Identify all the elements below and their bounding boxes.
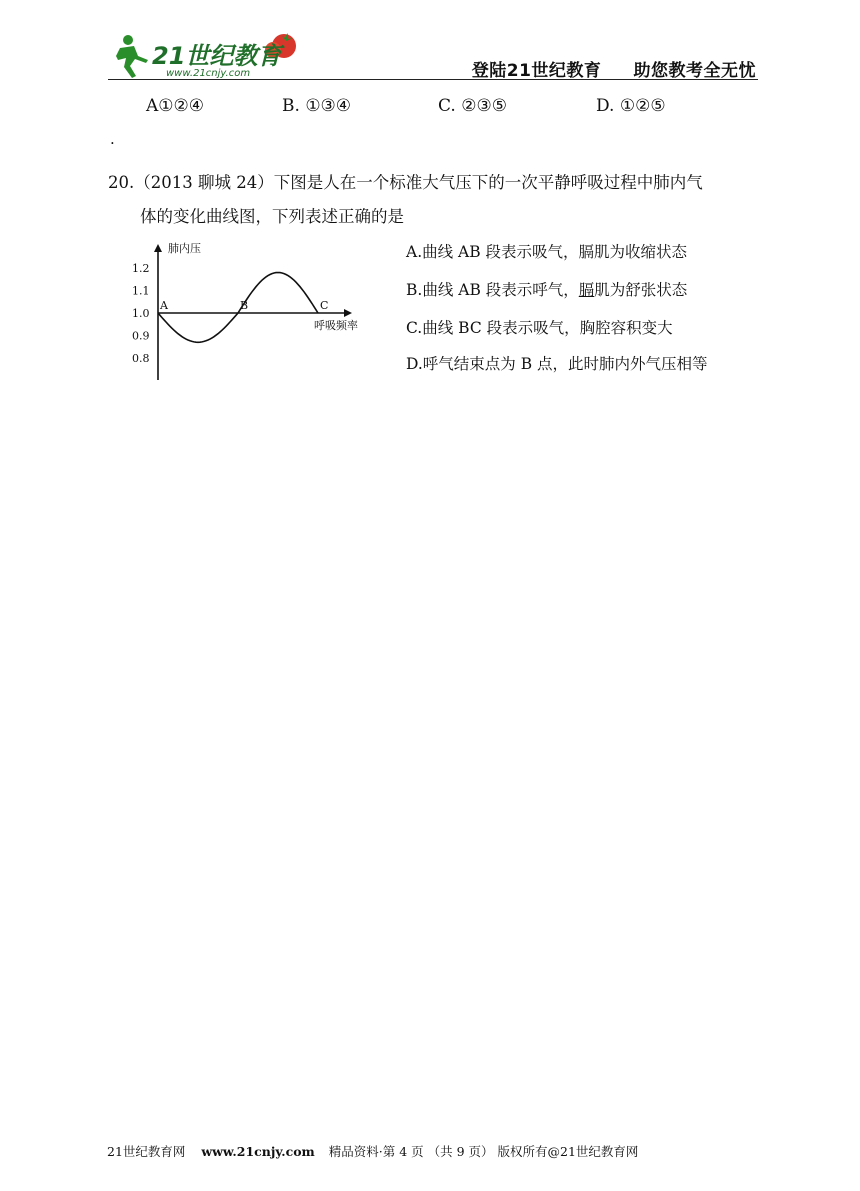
answer-c: C.曲线 BC 段表示吸气，胸腔容积变大 [406, 319, 673, 337]
point-label-b: B [240, 299, 249, 312]
option-c: C. ②③⑤ [438, 96, 507, 116]
header-slogan [472, 56, 756, 81]
x-axis-arrow [344, 309, 352, 317]
footer-left: 21世纪教育网 [107, 1144, 186, 1159]
footer-site: www.21cnjy.com [201, 1144, 315, 1159]
x-axis-label: 呼吸频率 [314, 319, 358, 332]
question-number: 20. [108, 173, 135, 192]
footer-page-info: 精品资料·第 4 页 （共 9 页） [328, 1144, 494, 1159]
y-tick-label: 0.9 [132, 329, 150, 343]
footer-copyright: 版权所有@21世纪教育网 [497, 1144, 639, 1159]
answer-d: D.呼气结束点为 B 点，此时肺内外气压相等 [406, 355, 708, 373]
answer-a: A.曲线 AB 段表示吸气，膈肌为收缩状态 [406, 243, 688, 261]
y-axis-arrow [154, 244, 162, 252]
question-stem-line1 [108, 170, 703, 196]
runner-icon [116, 35, 148, 78]
page-header [108, 30, 758, 82]
y-tick-label: 0.8 [132, 352, 150, 365]
previous-question-options [0, 96, 860, 122]
y-tick-label: 1.2 [132, 262, 150, 275]
page-footer [107, 1142, 638, 1160]
question-stem-line2: 体的变化曲线图，下列表述正确的是 [140, 207, 404, 226]
question-stem: 下图是人在一个标准大气压下的一次平静呼吸过程中肺内气 [273, 173, 703, 192]
y-tick-label: 1.1 [132, 284, 150, 298]
answer-b: B.曲线 AB 段表示呼气，膈肌为舒张状态 [406, 281, 688, 299]
option-b: B. ①③④ [282, 96, 352, 116]
logo-url: www.21cnjy.com [166, 68, 251, 79]
y-tick-label: 1.0 [132, 307, 150, 320]
pressure-curve [158, 273, 318, 343]
y-axis-label: 肺内压 [168, 242, 201, 255]
lung-pressure-chart [128, 238, 368, 386]
question-source: （2013 聊城 24） [134, 173, 274, 192]
logo-text: 21世纪教育 [152, 42, 282, 70]
slogan-left: 登陆21世纪教育 [471, 61, 602, 81]
slogan-right: 助您教考全无忧 [633, 61, 756, 81]
point-label-c: C [320, 299, 329, 312]
stray-mark: . [110, 130, 115, 148]
underlined-char: 膈 [578, 281, 595, 299]
option-d: D. ①②⑤ [596, 96, 666, 116]
site-logo [108, 30, 308, 80]
option-a: A①②④ [146, 96, 205, 116]
point-label-a: A [160, 299, 168, 312]
header-divider [108, 79, 758, 80]
